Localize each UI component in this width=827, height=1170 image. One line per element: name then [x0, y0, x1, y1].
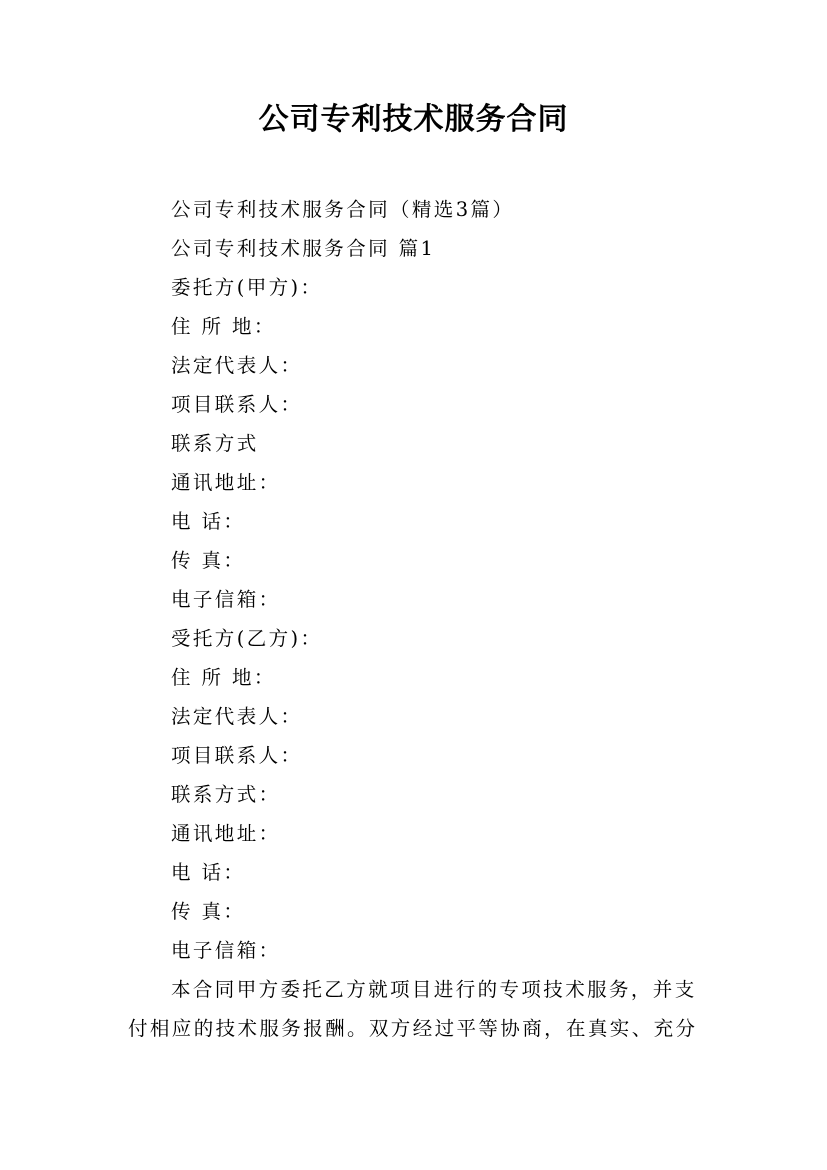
text-line: 联系方式： — [171, 783, 281, 806]
text-line: 电子信箱： — [171, 939, 281, 962]
text-line: 电子信箱： — [171, 588, 281, 611]
text-line: 住 所 地： — [171, 666, 276, 689]
text-line: 电 话： — [171, 861, 246, 884]
text-line: 联系方式 — [171, 432, 259, 455]
text-line: 项目联系人： — [171, 744, 303, 767]
body-paragraph — [128, 970, 708, 1048]
text-line: 住 所 地： — [171, 315, 276, 338]
text-line: 公司专利技术服务合同（精选3篇） — [171, 198, 515, 221]
text-line: 委托方(甲方)： — [171, 276, 323, 299]
text-line: 法定代表人： — [171, 354, 303, 377]
text-line: 电 话： — [171, 510, 246, 533]
text-line: 传 真： — [171, 900, 246, 923]
text-line: 通讯地址： — [171, 471, 281, 494]
text-line: 传 真： — [171, 549, 246, 572]
text-line: 法定代表人： — [171, 705, 303, 728]
document-body — [128, 190, 708, 1048]
text-line: 通讯地址： — [171, 822, 281, 845]
paragraph-line: 本合同甲方委托乙方就项目进行的专项技术服务，并支 — [171, 978, 697, 1001]
text-line: 项目联系人： — [171, 393, 303, 416]
text-line: 公司专利技术服务合同 篇1 — [171, 237, 436, 260]
text-line: 受托方(乙方)： — [171, 627, 323, 650]
paragraph-line: 付相应的技术服务报酬。双方经过平等协商，在真实、充分 — [128, 1017, 698, 1040]
document-title: 公司专利技术服务合同 — [258, 102, 569, 137]
